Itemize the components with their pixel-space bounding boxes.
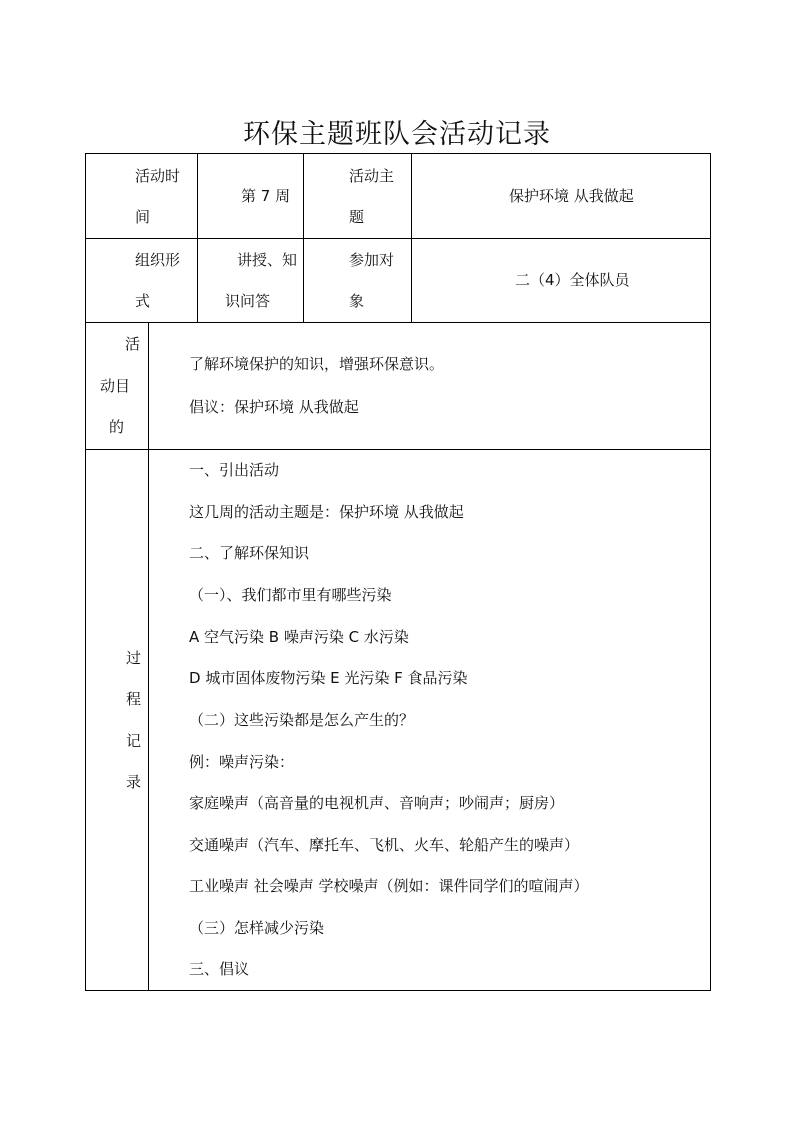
purpose-label: 活 [125,335,141,353]
process-line: 二、了解环保知识 [189,544,310,562]
activity-theme-label-cont: 题 [349,208,365,226]
table-border-top [85,153,711,154]
row-divider [85,238,711,239]
process-label-char: 程 [126,690,142,708]
process-label-char: 记 [126,732,142,750]
page-title: 环保主题班队会活动记录 [243,119,551,150]
process-line: 交通噪声（汽车、摩托车、飞机、火车、轮船产生的噪声） [189,836,580,854]
row-divider [85,322,711,323]
column-divider [411,153,412,323]
purpose-label-end: 的 [109,418,125,436]
purpose-line: 了解环境保护的知识，增强环保意识。 [189,355,445,373]
activity-theme-label: 活动主 [349,167,395,185]
activity-theme-value: 保护环境 从我做起 [509,187,634,205]
purpose-label-cont: 动目 [100,377,131,395]
table-border-left [85,153,86,991]
process-line: 这几周的活动主题是：保护环境 从我做起 [189,503,464,521]
organization-form-label: 组织形 [135,251,181,269]
column-divider [303,153,304,323]
process-line: 三、倡议 [189,960,250,978]
column-divider [148,322,149,991]
process-line: 工业噪声 社会噪声 学校噪声（例如：课件同学们的喧闹声） [189,877,589,895]
process-label-char: 过 [126,649,142,667]
process-line: （三）怎样减少污染 [189,919,325,937]
process-line: （二）这些污染都是怎么产生的？ [189,711,415,729]
process-line: 家庭噪声（高音量的电视机声、音响声；吵闹声；厨房） [189,794,565,812]
activity-time-label: 活动时 [135,167,181,185]
process-line: A 空气污染 B 噪声污染 C 水污染 [189,628,409,646]
organization-form-value: 讲授、知 [237,251,298,269]
process-line: 例：噪声污染： [189,753,295,771]
participants-label-cont: 象 [349,292,365,310]
table-border-bottom [85,990,711,991]
activity-time-label-cont: 间 [135,208,151,226]
column-divider [197,153,198,323]
participants-value: 二（4）全体队员 [515,271,630,289]
purpose-line: 倡议：保护环境 从我做起 [189,398,359,416]
process-label-char: 录 [126,773,142,791]
process-line: 一、引出活动 [189,461,280,479]
process-line: （一）、我们都市里有哪些污染 [189,586,392,604]
activity-time-value: 第 7 周 [241,187,291,205]
table-border-right [710,153,711,991]
row-divider [85,449,711,450]
process-line: D 城市固体废物污染 E 光污染 F 食品污染 [189,669,468,687]
organization-form-label-cont: 式 [135,292,151,310]
participants-label: 参加对 [349,251,395,269]
organization-form-value-cont: 识问答 [225,292,271,310]
